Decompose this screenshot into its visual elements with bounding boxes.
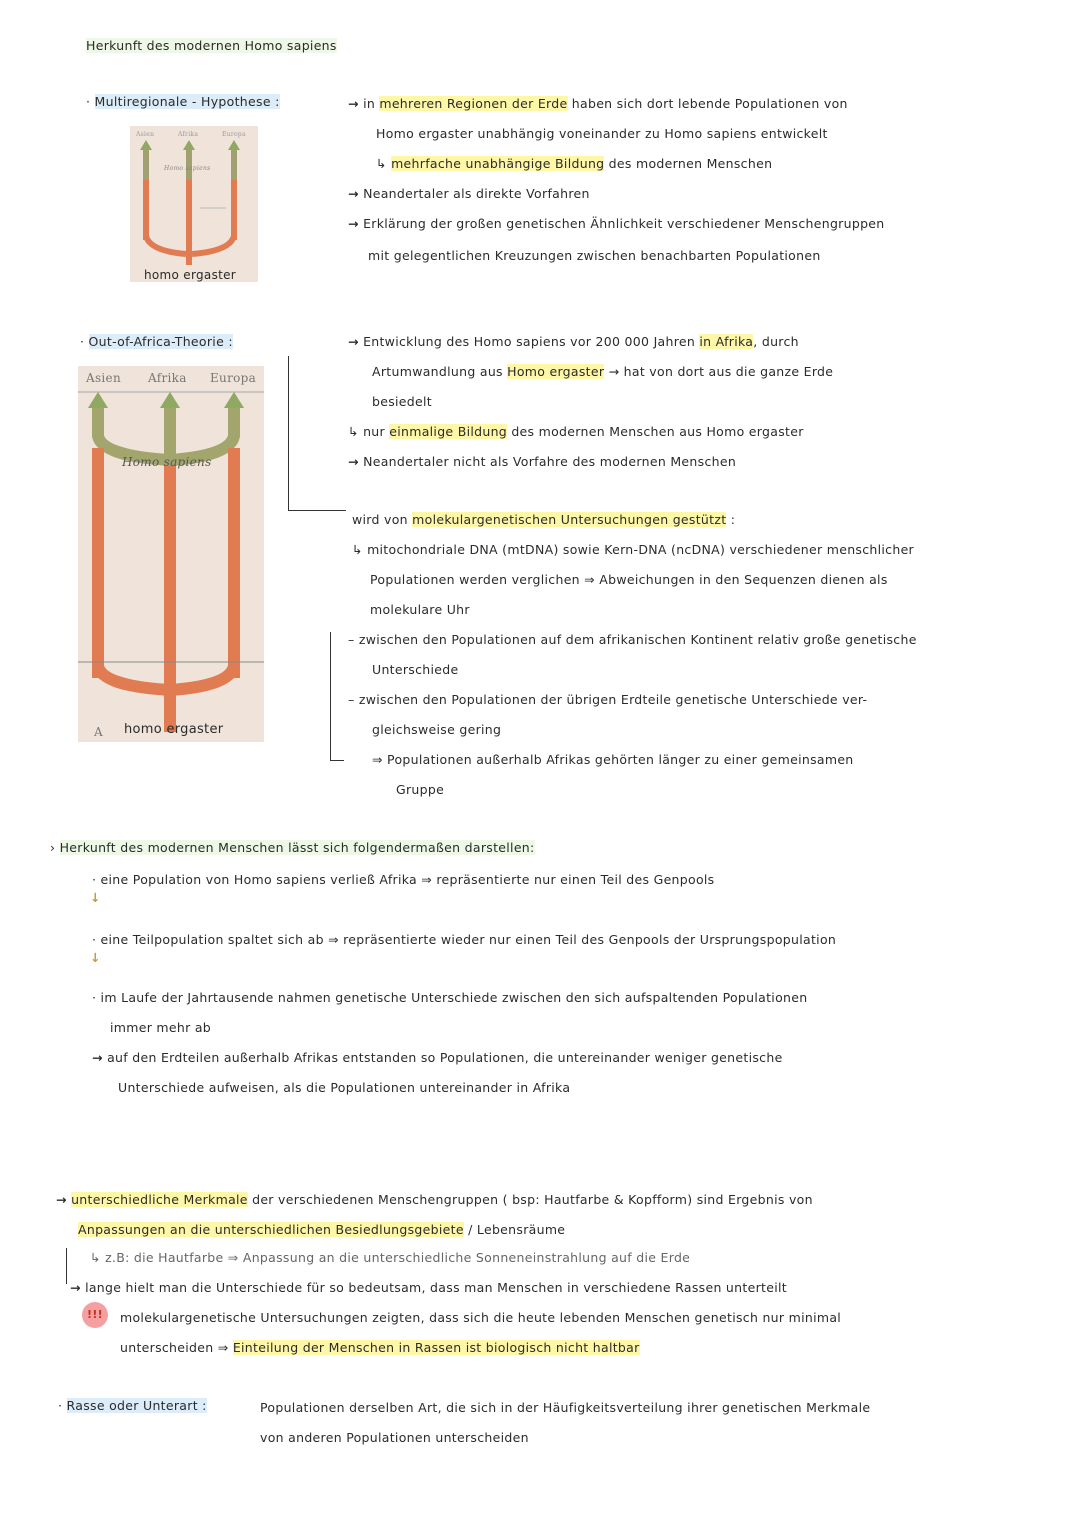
- multi-point-1-cont: Homo ergaster unabhängig voneinander zu Homo sapiens entwickelt: [376, 126, 828, 141]
- support-bracket-foot: [330, 760, 344, 761]
- ooa-support-line-7: gleichsweise gering: [372, 722, 502, 737]
- ooa-support-line-1: ↳ mitochondriale DNA (mtDNA) sowie Kern-DNA (ncDNA) verschiedener menschlicher: [352, 542, 915, 557]
- ooa-heading: · Out-of-Africa-Theorie :: [80, 334, 233, 349]
- merkmale-line-3: ↳ z.B: die Hautfarbe ⇒ Anpassung an die unterschiedliche Sonneneinstrahlung auf die Erde: [90, 1250, 691, 1265]
- ooa-support-line-4: – zwischen den Populationen auf dem afrikanischen Kontinent relativ große genetische: [348, 632, 917, 647]
- page-title: Herkunft des modernen Homo sapiens: [86, 38, 337, 53]
- multi-point-3: → Neandertaler als direkte Vorfahren: [348, 186, 590, 201]
- support-bracket: [330, 632, 331, 760]
- rasse-definition-2: von anderen Populationen unterscheiden: [260, 1430, 529, 1445]
- merkmale-line-2: Anpassungen an die unterschiedlichen Besiedlungsgebiete / Lebensräume: [78, 1222, 566, 1237]
- herkunft-conclusion: → auf den Erdteilen außerhalb Afrikas entstanden so Populationen, die untereinander weniger genetische: [92, 1050, 783, 1065]
- multi-point-2: ↳ mehrfache unabhängige Bildung des modernen Menschen: [376, 156, 773, 171]
- ooa-mid-label: Homo sapiens: [122, 455, 212, 469]
- merkmale-line-6: unterscheiden ⇒ Einteilung der Menschen in Rassen ist biologisch nicht haltbar: [120, 1340, 640, 1355]
- diagram-label-asien: Asien: [136, 131, 155, 138]
- merkmale-line-1: → unterschiedliche Merkmale der verschiedenen Menschengruppen ( bsp: Hautfarbe & Kopfform) sind Ergebnis von: [56, 1192, 813, 1207]
- ooa-label-europa: Europa: [210, 371, 257, 385]
- multi-point-4: → Erklärung der großen genetischen Ähnlichkeit verschiedener Menschengruppen: [348, 216, 885, 231]
- ooa-point-2: ↳ nur einmalige Bildung des modernen Menschen aus Homo ergaster: [348, 424, 804, 439]
- diagram-label-afrika: Afrika: [178, 131, 199, 138]
- down-arrow-icon: ↓: [90, 890, 101, 905]
- ooa-support-line-9: Gruppe: [396, 782, 445, 797]
- down-arrow-icon: ↓: [90, 950, 101, 965]
- ooa-connector-horizontal: [288, 510, 346, 511]
- ooa-point-1: → Entwicklung des Homo sapiens vor 200 000 Jahren in Afrika, durch: [348, 334, 799, 349]
- ooa-support-line-5: Unterschiede: [372, 662, 459, 677]
- merkmale-line-4: → lange hielt man die Unterschiede für so bedeutsam, dass man Menschen in verschiedene Rassen unterteilt: [70, 1280, 787, 1295]
- multiregional-heading: · Multiregionale - Hypothese :: [86, 94, 280, 109]
- multiregional-diagram: [130, 126, 258, 282]
- ooa-diagram: [78, 366, 264, 742]
- rasse-term: · Rasse oder Unterart :: [58, 1398, 207, 1413]
- diagram-mid-label: Homo sapiens: [164, 165, 211, 172]
- rasse-definition-1: Populationen derselben Art, die sich in der Häufigkeitsverteilung ihrer genetischen Merkmale: [260, 1400, 871, 1415]
- ooa-point-1-cont: Artumwandlung aus Homo ergaster → hat von dort aus die ganze Erde: [372, 364, 834, 379]
- herkunft-heading: › Herkunft des modernen Menschen lässt sich folgendermaßen darstellen:: [50, 840, 535, 855]
- herkunft-conclusion-cont: Unterschiede aufweisen, als die Populationen untereinander in Afrika: [118, 1080, 571, 1095]
- ooa-label-afrika: Afrika: [148, 371, 187, 385]
- merkmale-line-5: molekulargenetische Untersuchungen zeigten, dass sich die heute lebenden Menschen genetisch nur minimal: [120, 1310, 842, 1325]
- ooa-caption-prefix: A: [94, 725, 103, 739]
- ooa-support-line-2: Populationen werden verglichen ⇒ Abweichungen in den Sequenzen dienen als: [370, 572, 888, 587]
- ooa-support-line-3: molekulare Uhr: [370, 602, 470, 617]
- ooa-diagram-caption: homo ergaster: [124, 722, 224, 737]
- ooa-support-line-8: ⇒ Populationen außerhalb Afrikas gehörten länger zu einer gemeinsamen: [372, 752, 854, 767]
- herkunft-step-2: · eine Teilpopulation spaltet sich ab ⇒ repräsentierte wieder nur einen Teil des Genpools der Ursprungspopulation: [92, 932, 837, 947]
- diagram-label-europa: Europa: [222, 131, 246, 138]
- merkmale-bracket: [66, 1248, 67, 1284]
- ooa-point-3: → Neandertaler nicht als Vorfahre des modernen Menschen: [348, 454, 737, 469]
- multi-point-4-cont: mit gelegentlichen Kreuzungen zwischen benachbarten Populationen: [368, 248, 821, 263]
- multiregional-diagram-caption: homo ergaster: [144, 268, 237, 282]
- alert-icon: !!!: [82, 1302, 108, 1328]
- ooa-support-line-6: – zwischen den Populationen der übrigen Erdteile genetische Unterschiede ver-: [348, 692, 868, 707]
- ooa-point-1-cont2: besiedelt: [372, 394, 432, 409]
- herkunft-step-3: · im Laufe der Jahrtausende nahmen genetische Unterschiede zwischen den sich aufspaltenden Populationen: [92, 990, 808, 1005]
- herkunft-step-3-cont: immer mehr ab: [110, 1020, 212, 1035]
- multi-point-1: → in mehreren Regionen der Erde haben sich dort lebende Populationen von: [348, 96, 848, 111]
- ooa-support-heading: wird von molekulargenetischen Untersuchungen gestützt :: [352, 512, 736, 527]
- ooa-connector-vertical: [288, 356, 289, 510]
- herkunft-step-1: · eine Population von Homo sapiens verließ Afrika ⇒ repräsentierte nur einen Teil des Genpools: [92, 872, 715, 887]
- ooa-label-asien: Asien: [86, 371, 121, 385]
